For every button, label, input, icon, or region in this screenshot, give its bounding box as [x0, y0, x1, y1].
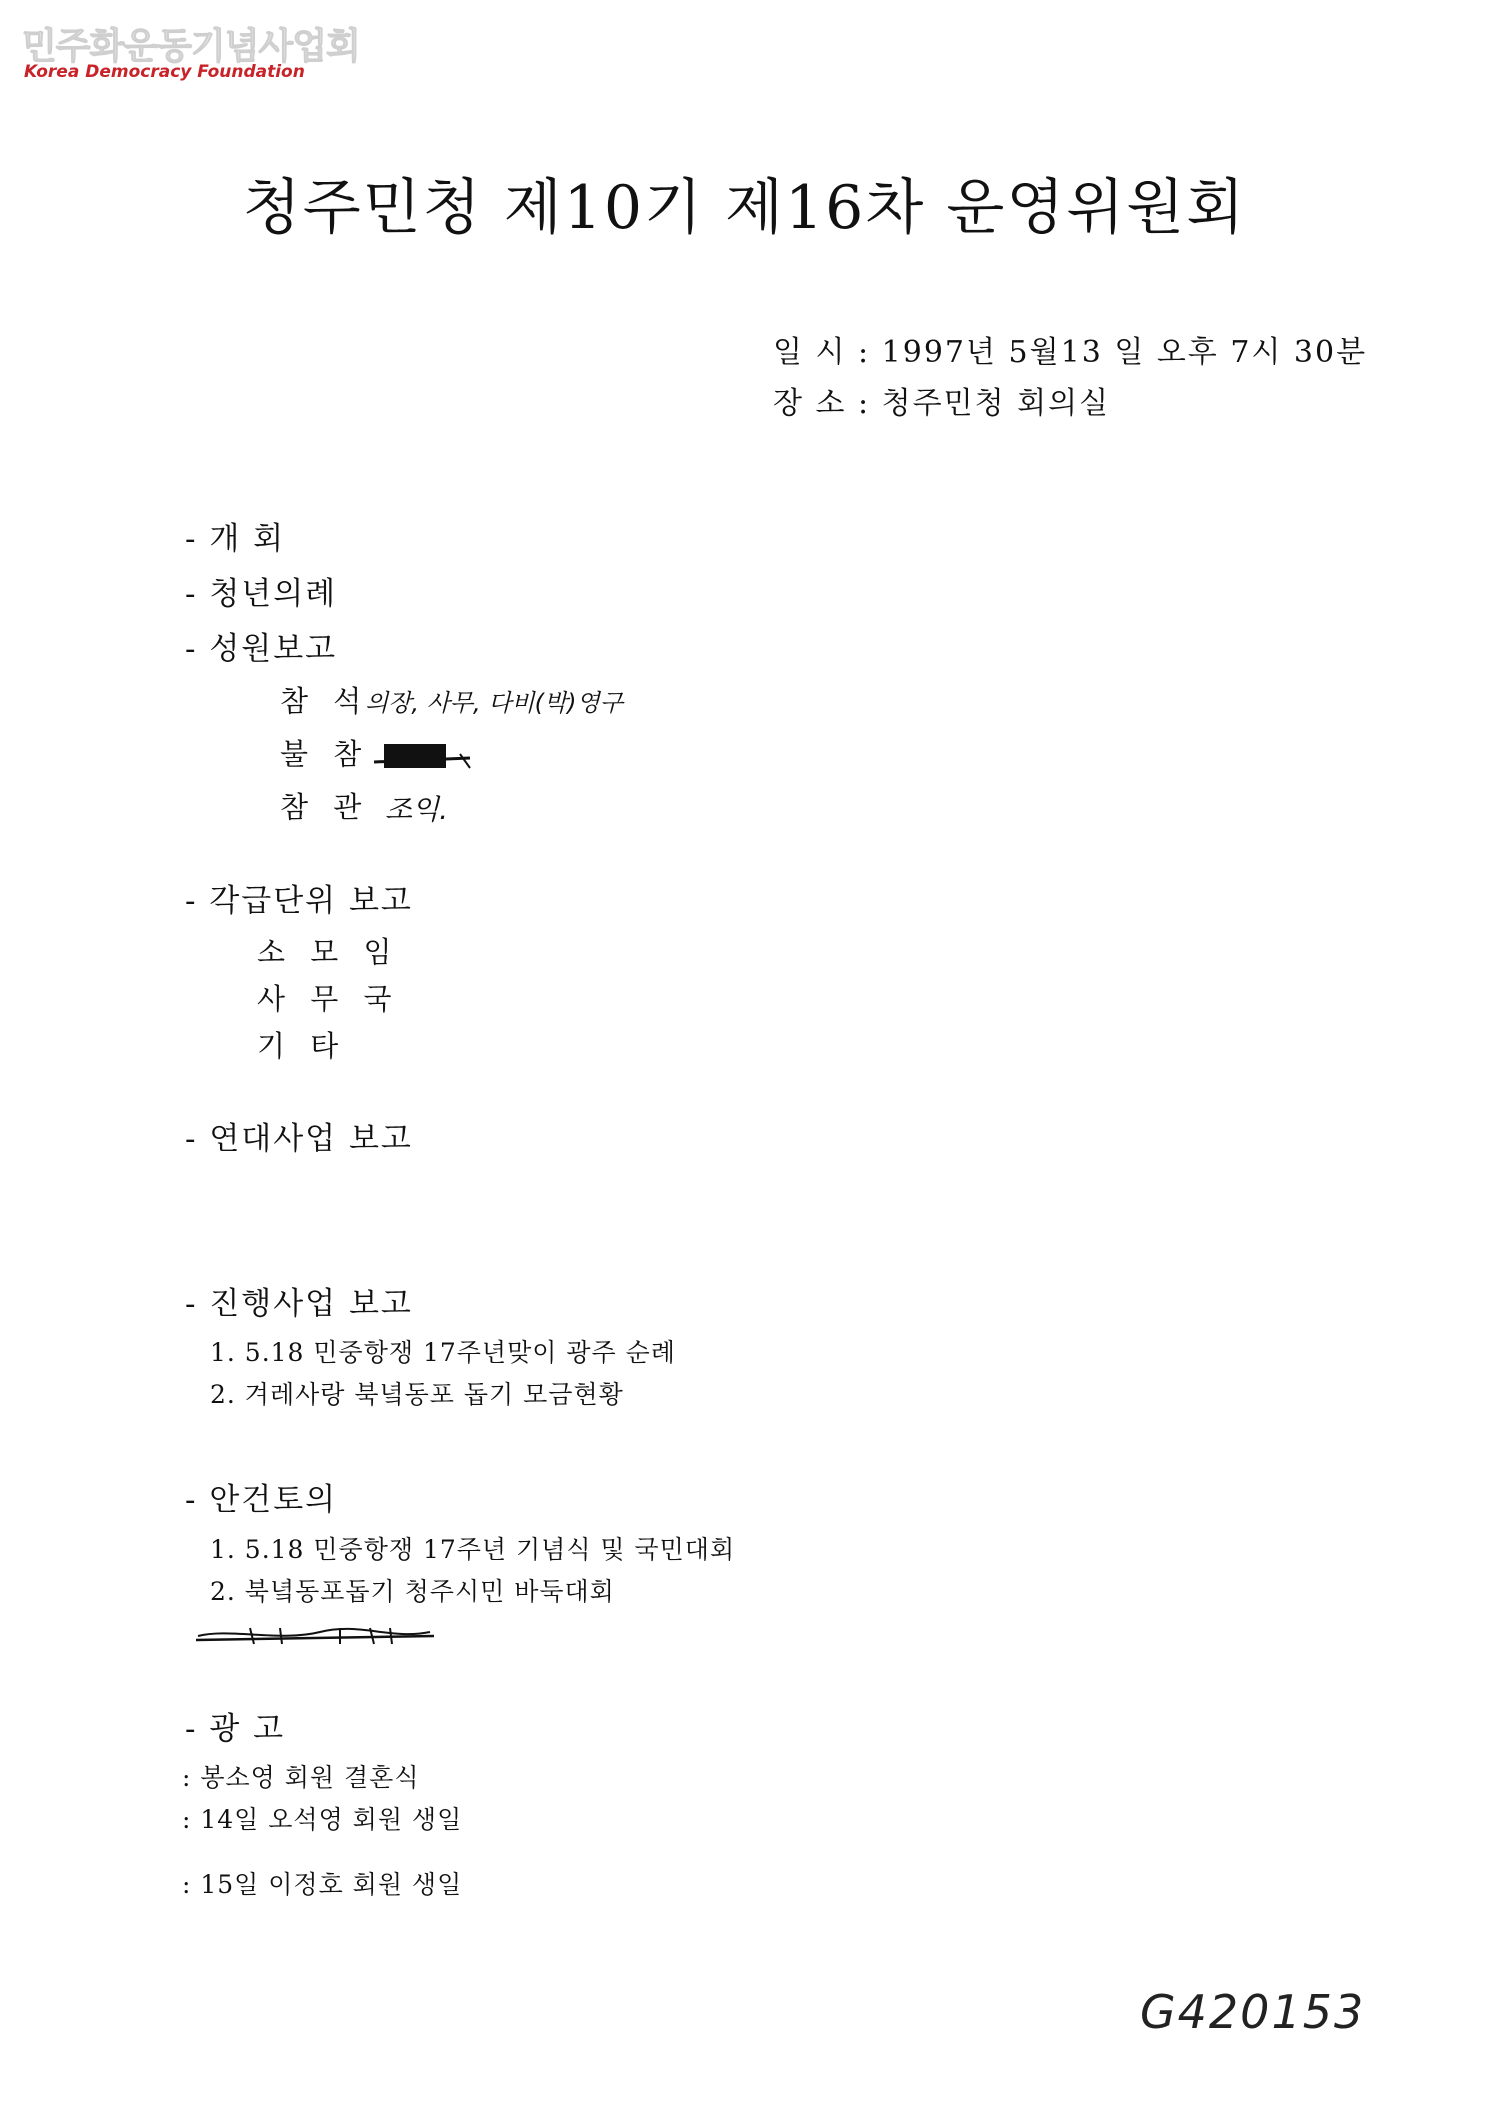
agenda-progress-report: - 진행사업 보고: [185, 1286, 413, 1322]
meeting-location: 장 소 : 청주민청 회의실: [773, 386, 1111, 421]
agenda-solidarity-report: - 연대사업 보고: [185, 1121, 413, 1157]
struck-out-handwriting: [190, 1620, 440, 1650]
redacted-scribble: [370, 738, 480, 778]
agenda-opening: - 개 회: [185, 521, 286, 557]
unit-item: 기 타: [257, 1029, 347, 1063]
announcement-item: : 봉소영 회원 결혼식: [182, 1763, 420, 1792]
observe-label: 참 관: [280, 790, 370, 824]
discussion-item: 2. 북녘동포돕기 청주시민 바둑대회: [210, 1577, 615, 1606]
discussion-item: 1. 5.18 민중항쟁 17주년 기념식 및 국민대회: [210, 1535, 736, 1564]
agenda-announcements: - 광 고: [185, 1711, 286, 1747]
foundation-logo-english: Korea Democracy Foundation: [24, 62, 305, 82]
unit-item: 사 무 국: [257, 982, 400, 1016]
meeting-datetime: 일 시 : 1997년 5월13 일 오후 7시 30분: [773, 335, 1368, 370]
unit-item: 소 모 임: [257, 935, 400, 969]
document-title: 청주민청 제10기 제16차 운영위원회: [242, 173, 1247, 243]
agenda-ceremony: - 청년의례: [185, 576, 338, 612]
announcement-item: : 15일 이정호 회원 생일: [182, 1870, 463, 1899]
observe-handwritten: 조익.: [385, 793, 448, 826]
foundation-logo-korean: 민주화운동기념사업회: [22, 26, 360, 67]
progress-item: 1. 5.18 민중항쟁 17주년맞이 광주 순례: [210, 1338, 676, 1367]
announcement-item: : 14일 오석영 회원 생일: [182, 1805, 463, 1834]
attend-handwritten: 의장, 사무, 다비(박)영구: [365, 689, 623, 717]
agenda-member-report: - 성원보고: [185, 631, 338, 667]
agenda-discussion: - 안건토의: [185, 1482, 338, 1518]
progress-item: 2. 겨레사랑 북녘동포 돕기 모금현황: [210, 1380, 624, 1409]
attend-label: 참 석: [280, 684, 370, 718]
absent-label: 불 참: [280, 737, 370, 771]
archive-code-handwritten: G420153: [1140, 1985, 1366, 2039]
agenda-unit-report: - 각급단위 보고: [185, 883, 413, 919]
